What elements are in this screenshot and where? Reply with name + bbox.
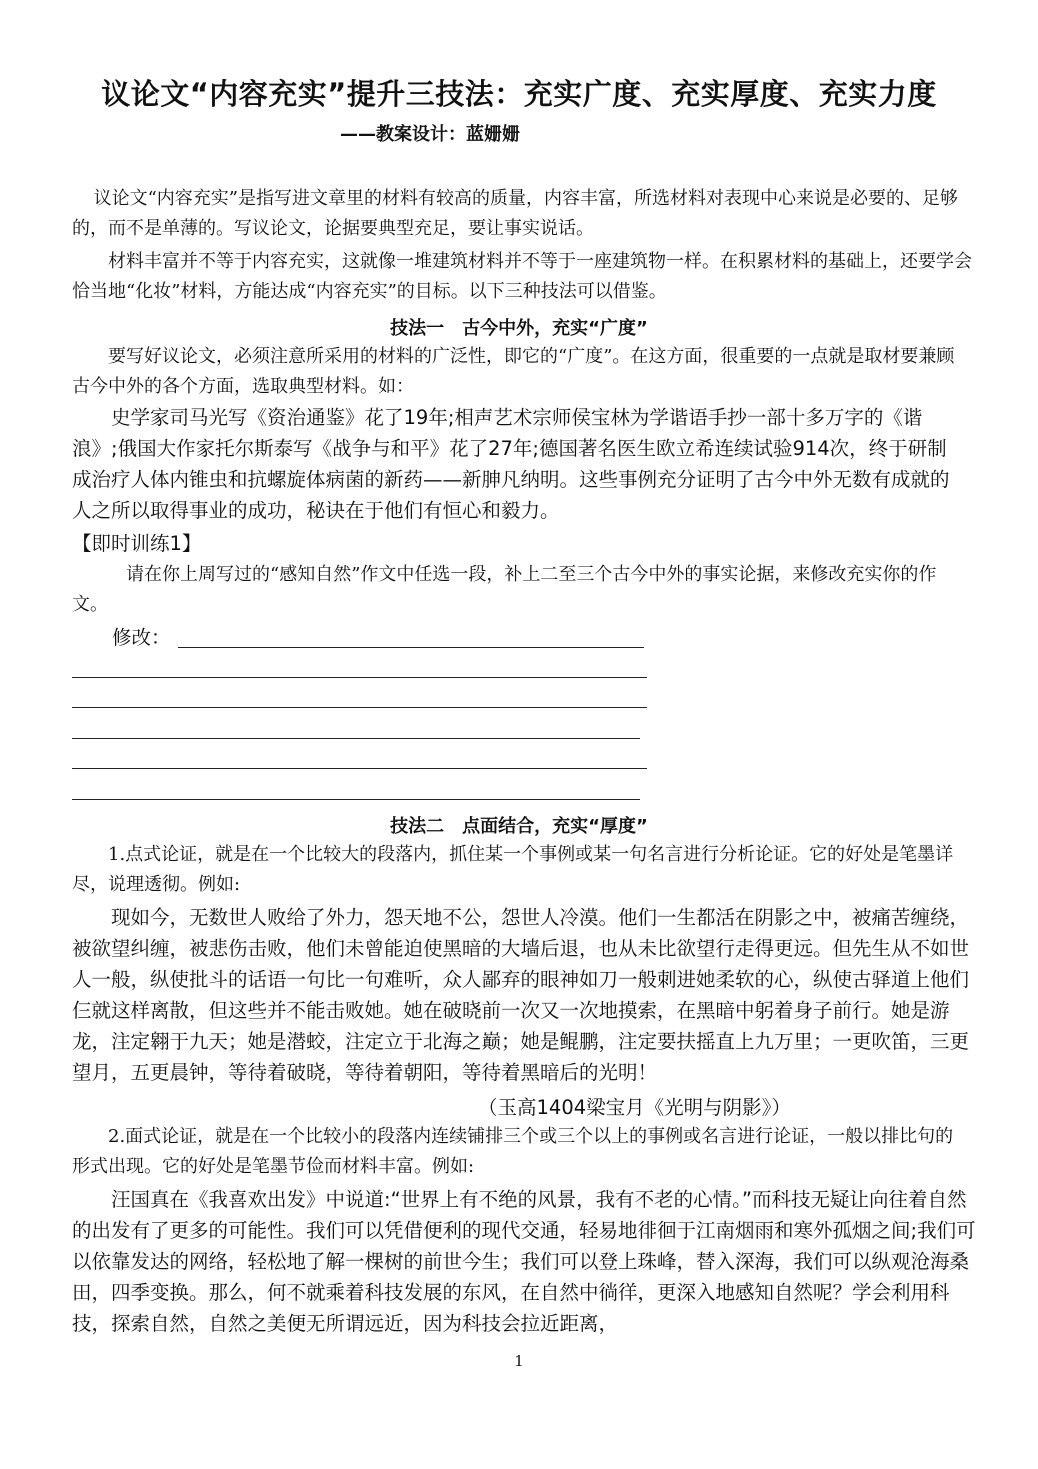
answer-line (178, 647, 644, 648)
training-instructions: 请在你上周写过的“感知自然”作文中任选一段，补上二至三个古今中外的事实论据，来修改充实你的作文。 (72, 564, 937, 615)
intro-paragraph-2: 材料丰富并不等于内容充实，这就像一堆建筑材料并不等于一座建筑物一样。在积累材料的基础上，还要学会恰当地“化妆”材料，方能达成“内容充实”的目标。以下三种技法可以借鉴。 (72, 251, 972, 302)
face-argument-description: 2.面式论证，就是在一个比较小的段落内连续铺排三个或三个以上的事例或名言进行论证，一般以排比句的形式出现。它的好处是笔墨节俭而材料丰富。例如: (72, 1126, 954, 1177)
section-1-example: 史学家司马光写《资治通鉴》花了19年;相声艺术宗师侯宝林为学谐语手抄一部十多万字的《谐浪》;俄国大作家托尔斯泰写《战争与和平》花了27年;德国著名医生欧立希连续试验914次，终于研制成治疗人体内锥虫和抗螺旋体病菌的新药——新胂凡纳明。这些事例充分证明了古今中外无数有成就的人之所以取得事业的成功，秘诀在于他们有恒心和毅力。 (72, 406, 950, 522)
training-label: 【即时训练1】 (72, 532, 202, 555)
document-title: 议论文“内容充实”提升三技法：充实广度、充实厚度、充实力度 (101, 77, 937, 111)
page-number: 1 (514, 1352, 524, 1370)
answer-line (72, 677, 647, 678)
point-argument-example: 现如今，无数世人败给了外力，怨天地不公，怨世人冷漠。他们一生都活在阴影之中，被痛苦缠绕，被欲望纠缠，被悲伤击败，他们未曾能迫使黑暗的大墙后退，也从未比欲望行走得更远。但先生从不如世人一般，纵使批斗的话语一句比一句难听，众人鄙弃的眼神如刀一般刺进她柔软的心，纵使古驿道上他们仨就这样离散，但这些并不能击败她。她在破晓前一次又一次地摸索，在黑暗中躬着身子前行。她是游龙，注定翱于九天；她是潜蛟，注定立于北海之巅；她是鲲鹏，注定要扶摇直上九万里；一更吹笛，三更望月，五更晨钟，等待着破晓，等待着朝阳，等待着黑暗后的光明！ (72, 906, 970, 1084)
section-1-description: 要写好议论文，必须注意所采用的材料的广泛性，即它的“广度”。在这方面，很重要的一点就是取材要兼顾古今中外的各个方面，选取典型材料。如： (72, 346, 955, 397)
section-2-heading: 技法二 点面结合，充实“厚度” (390, 816, 648, 837)
document-subtitle: ——教案设计：蓝姗姗 (340, 124, 520, 145)
section-1-heading: 技法一 古今中外，充实“广度” (390, 318, 648, 339)
answer-line (72, 738, 640, 739)
face-argument-example: 汪国真在《我喜欢出发》中说道:“世界上有不绝的风景，我有不老的心情。”而科技无疑让向往着自然的出发有了更多的可能性。我们可以凭借便利的现代交通，轻易地徘徊于江南烟雨和寒外孤烟之间;我们可以依靠发达的网络，轻松地了解一棵树的前世今生；我们可以登上珠峰，替入深海，我们可以纵观沧海桑田，四季变换。那么，何不就乘着科技发展的东风，在自然中徜徉，更深入地感知自然呢？学会利用科技，探索自然，自然之美便无所谓远近，因为科技会拉近距离， (72, 1188, 976, 1335)
example-source: （玉高1404梁宝月《光明与阴影》） (478, 1096, 791, 1119)
answer-line (72, 707, 647, 708)
revise-label: 修改： (112, 626, 171, 649)
answer-line (72, 799, 640, 800)
intro-paragraph-1: 议论文“内容充实”是指写进文章里的材料有较高的质量，内容丰富，所选材料对表现中心来说是必要的、足够的，而不是单薄的。写议论文，论据要典型充足，要让事实说话。 (72, 188, 958, 239)
point-argument-description: 1.点式论证，就是在一个比较大的段落内，抓住某一个事例或某一句名言进行分析论证。它的好处是笔墨详尽，说理透彻。例如: (72, 844, 954, 895)
answer-line (72, 768, 647, 769)
